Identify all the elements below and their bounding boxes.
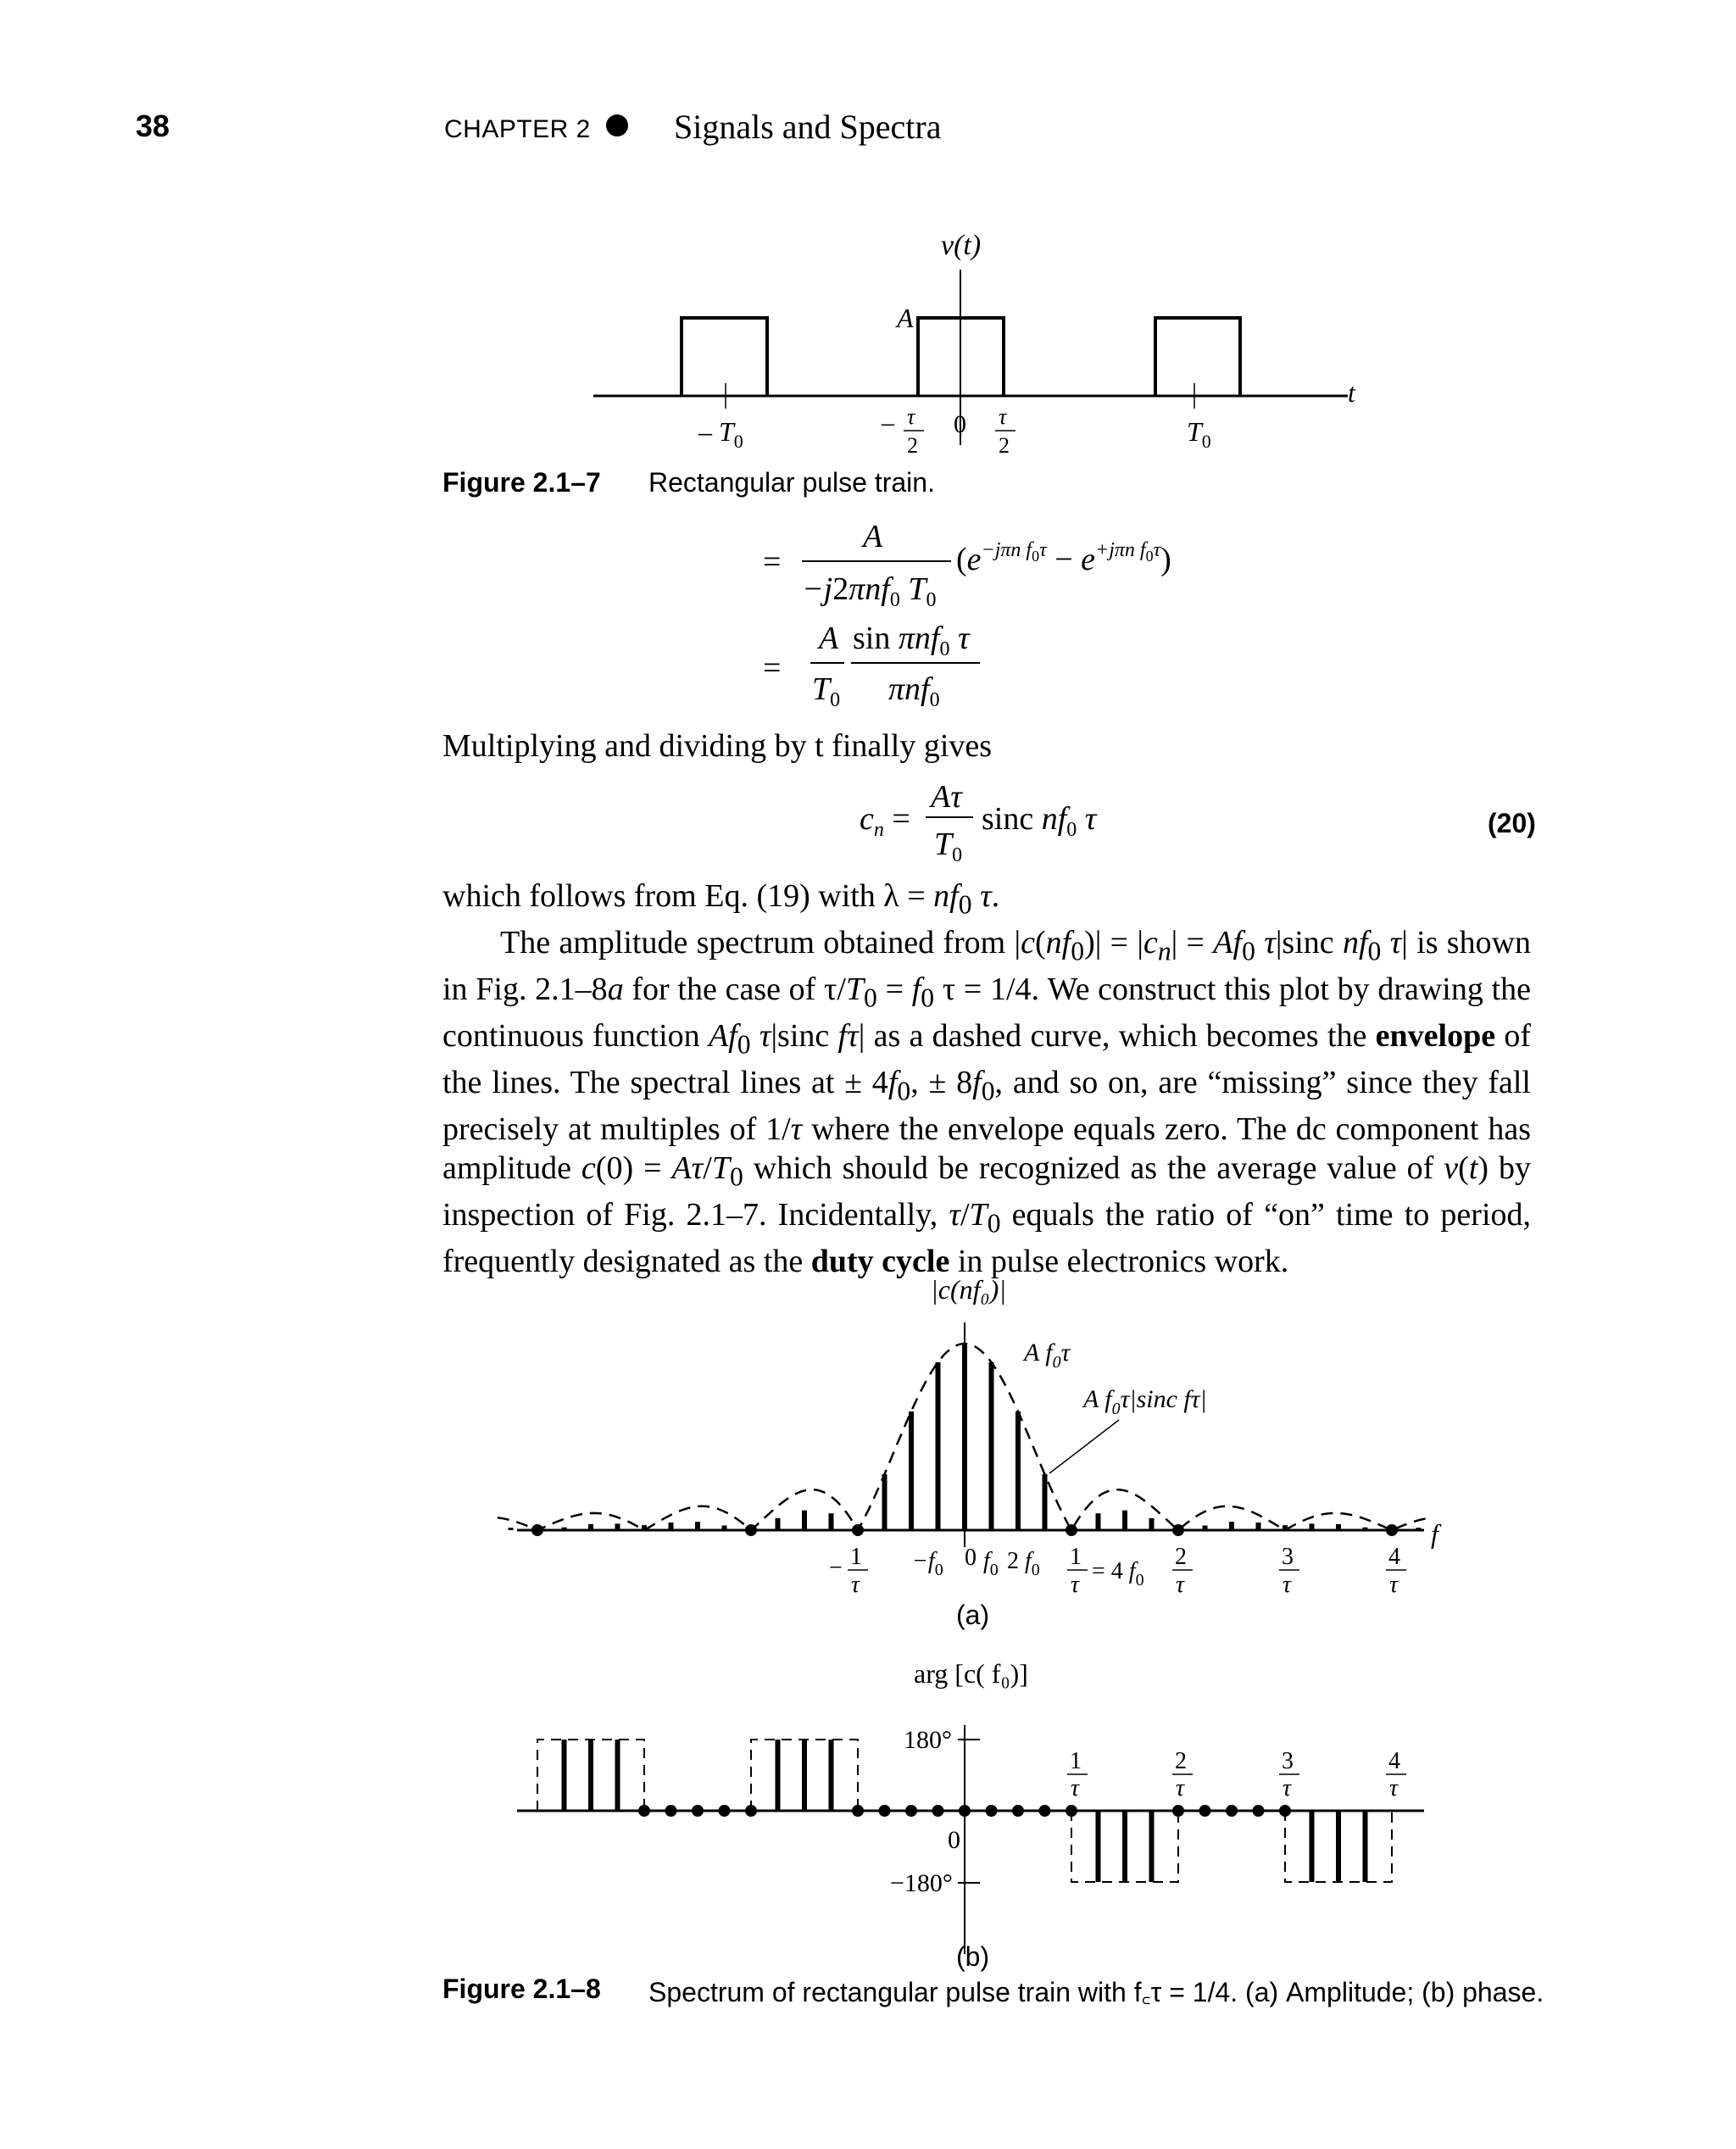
svg-text:T0: $T_0$: [812, 671, 841, 711]
svg-text:−f0: $-f_0$: [912, 1548, 943, 1579]
amp-zero-dot: [1172, 1524, 1184, 1536]
svg-text:τ: τ: [1389, 1572, 1399, 1598]
figure-label: Figure 2.1–7: [442, 467, 601, 498]
amp-bar: [909, 1411, 914, 1530]
phase-zero-dot: [692, 1805, 704, 1817]
svg-text:= 4 f0: = 4 $f_0$: [1092, 1558, 1144, 1589]
svg-text:τ: τ: [1176, 1775, 1185, 1801]
amp-bar: [615, 1523, 620, 1530]
svg-text:τ: τ: [1389, 1775, 1399, 1801]
svg-text:τ: τ: [1071, 1775, 1080, 1801]
equation-intro: Multiplying and dividing by t finally gives: [442, 728, 993, 764]
svg-text:4: 4: [1388, 1748, 1400, 1774]
svg-text:=: =: [763, 544, 782, 580]
svg-text:4: 4: [1388, 1544, 1400, 1570]
phase-bar: [1363, 1811, 1368, 1882]
phase-bar: [1149, 1811, 1155, 1882]
phase-zero-dot: [665, 1805, 677, 1817]
amplitude-spectrum-chart: [0, 1255, 1736, 1628]
phase-bar: [562, 1740, 567, 1811]
phase-zero-dot: [879, 1805, 891, 1817]
phase-bar: [1096, 1811, 1101, 1882]
svg-text:3: 3: [1282, 1748, 1294, 1774]
phase-zero-dot: [1012, 1805, 1024, 1817]
amp-bar: [1363, 1528, 1368, 1530]
amp-bar: [588, 1524, 593, 1530]
amp-zero-dot: [745, 1524, 757, 1536]
tick-minus-tau-half: –: [882, 409, 894, 437]
phase-zero-dot: [719, 1805, 731, 1817]
figure-2-label: Figure 2.1–8: [442, 1974, 601, 2004]
body-paragraph: [442, 877, 1531, 1282]
phase-zero-dot: [1199, 1805, 1211, 1817]
svg-text:2: 2: [999, 433, 1010, 458]
phase-bar: [1122, 1811, 1127, 1882]
svg-text:τ: τ: [851, 1572, 860, 1598]
amp-bar: [1122, 1511, 1127, 1530]
equation-block: [0, 509, 1736, 865]
svg-text:−: −: [829, 1555, 843, 1581]
tick-180: 180°: [904, 1726, 952, 1754]
equation-number: (20): [1488, 808, 1536, 838]
svg-text:τ: τ: [907, 404, 915, 429]
amp-bar: [1015, 1411, 1021, 1530]
body-line-1: which follows from Eq. (19) with $\lambda = nf_0$ τ.: [442, 878, 1000, 920]
svg-text:cn =: $c_n$ =: [860, 801, 910, 841]
amp-bar: [1310, 1523, 1315, 1530]
body-text: The amplitude spectrum obtained from $|c(nf_0)| = |c_n| = Af_0$ τ|sinc $nf_0$ τ| is shown in Fig. 2.1–8a for the case of $\tau/T_0 = f_0$ τ = 1/4. We construct this plot by drawing the continuous function $Af_0$ τ|sinc fτ| as a dashed curve, which becomes the envelope of the lines. The spectral lines at ± $4f_0$, ± $8f_0$, and so on, are “missing” since they fall precisely at multiples of 1/τ where the envelope equals zero. The dc component has amplitude $c(0) = A\tau/T_0$ which should be recognized as the average value of v(t) by inspection of Fig. 2.1–7. Incidentally, $\tau/T_0$ equals the ratio of “on” time to period, frequently designated as the duty cycle in pulse electronics work.: [442, 925, 1532, 1280]
amp-bar: [1336, 1524, 1341, 1530]
page-number: 38: [136, 109, 170, 143]
amp-bar: [989, 1362, 994, 1530]
amp-y-label: |c(nf₀)|: [931, 1274, 1007, 1305]
svg-text:3: 3: [1282, 1544, 1294, 1570]
amp-bar: [695, 1522, 700, 1530]
svg-text:πnf0: πnf$_0$: [888, 671, 940, 711]
phase-bar: [588, 1740, 593, 1811]
v-t-axis-label: v(t): [941, 230, 982, 261]
peak-label: A $f_0\tau$: [1024, 1339, 1071, 1372]
phase-zero-dot: [1039, 1805, 1051, 1817]
svg-text:A: A: [819, 621, 839, 656]
svg-text:2: 2: [1175, 1748, 1187, 1774]
chapter-label: CHAPTER 2: [444, 115, 591, 143]
amp-x-label: f: [1431, 1518, 1438, 1549]
svg-text:2: 2: [1175, 1544, 1187, 1570]
amp-bar: [802, 1511, 807, 1530]
phase-bar: [1310, 1811, 1315, 1882]
svg-text:1: 1: [850, 1544, 862, 1570]
amp-bar: [642, 1525, 647, 1530]
amp-bar: [1096, 1513, 1101, 1530]
svg-text:τ: τ: [1071, 1572, 1080, 1598]
tick-minus-T0: – $T_0$: [698, 416, 743, 452]
svg-text:Aτ: Aτ: [931, 779, 962, 815]
phase-y-label: arg [c( f₀)]: [914, 1658, 1028, 1689]
phase-zero-dot: [1226, 1805, 1238, 1817]
svg-text:2 f0: 2 $f_0$: [1007, 1548, 1040, 1579]
amp-bar: [722, 1526, 727, 1531]
svg-text:1: 1: [1070, 1544, 1082, 1570]
amp-bar: [562, 1528, 567, 1530]
figure-2-caption: Spectrum of rectangular pulse train with f꜀τ = 1/4. (a) Amplitude; (b) phase.: [648, 1977, 1544, 2007]
amp-zero-dot: [1066, 1524, 1077, 1536]
phase-zero-dot: [986, 1805, 998, 1817]
amp-bar: [882, 1474, 887, 1530]
svg-text:−j2πnf0 T0: −j2πnf$_0$ $T_0$: [802, 571, 937, 611]
tick-0: 0: [948, 1826, 960, 1854]
envelope-label: A $f_0\tau|\sin c$ fτ|: [1083, 1385, 1207, 1418]
phase-bar: [1336, 1811, 1341, 1882]
amp-bar: [1229, 1522, 1234, 1530]
phase-zero-dot: [959, 1805, 971, 1817]
amp-bar: [1416, 1528, 1422, 1530]
amp-bar: [509, 1528, 514, 1530]
amp-bar: [1283, 1525, 1288, 1530]
phase-bar: [829, 1740, 834, 1811]
chapter-title: Signals and Spectra: [674, 108, 942, 146]
phase-zero-dot: [905, 1805, 917, 1817]
amp-bar: [669, 1523, 674, 1530]
svg-text:τ: τ: [1176, 1572, 1185, 1598]
t-axis-label: t: [1348, 377, 1355, 408]
svg-text:=: =: [763, 650, 782, 686]
tick-tau-half: τ: [999, 404, 1007, 429]
amp-bar: [1256, 1523, 1261, 1530]
phase-bar: [802, 1740, 807, 1811]
svg-text:sin πnf0 τ: sin πnf$_0$ τ: [853, 621, 970, 660]
amp-zero-dot: [531, 1524, 543, 1536]
tick-minus-180: −180°: [890, 1869, 953, 1897]
svg-text:τ: τ: [1283, 1572, 1292, 1598]
amp-bar: [1149, 1518, 1155, 1530]
svg-text:(e−jπn f0τ − e+jπn f0τ): $(e^{-j\pi n f}0\tau - e^{+j\pi n f}0\tau)$: [956, 539, 1171, 577]
panel-a-sublabel: (a): [956, 1600, 990, 1630]
svg-text:f0: $f_0$: [983, 1548, 999, 1579]
amp-bar: [829, 1513, 834, 1530]
amp-bar: [776, 1518, 781, 1530]
amp-zero-dot: [852, 1524, 864, 1536]
svg-text:A: A: [863, 519, 883, 554]
svg-text:sinc nf0 τ: sinc $nf_0$ τ: [982, 801, 1097, 841]
tick-zero: 0: [954, 410, 966, 438]
phase-spectrum-chart: [0, 1645, 1736, 1984]
phase-bar: [615, 1740, 620, 1811]
phase-bar: [776, 1740, 781, 1811]
svg-text:T0: $T_0$: [934, 827, 963, 865]
amp-bar: [962, 1344, 967, 1530]
svg-text:2: 2: [907, 433, 918, 458]
envelope-leader-line: [1049, 1420, 1119, 1473]
amplitude-label: A: [897, 303, 914, 333]
svg-text:1: 1: [1070, 1748, 1082, 1774]
tick-T0: $T_0$: [1187, 416, 1211, 452]
pulse-train-figure: [0, 0, 1736, 509]
amp-bar: [1043, 1474, 1048, 1530]
amp-zero-dot: [1386, 1524, 1398, 1536]
svg-text:τ: τ: [1283, 1775, 1292, 1801]
svg-text:0: 0: [965, 1545, 976, 1571]
amp-bar: [1203, 1526, 1208, 1531]
phase-zero-dot: [1253, 1805, 1265, 1817]
amp-bar: [936, 1362, 941, 1530]
panel-b-sublabel: (b): [956, 1941, 990, 1972]
figure-caption: Rectangular pulse train.: [648, 467, 935, 498]
phase-zero-dot: [932, 1805, 944, 1817]
